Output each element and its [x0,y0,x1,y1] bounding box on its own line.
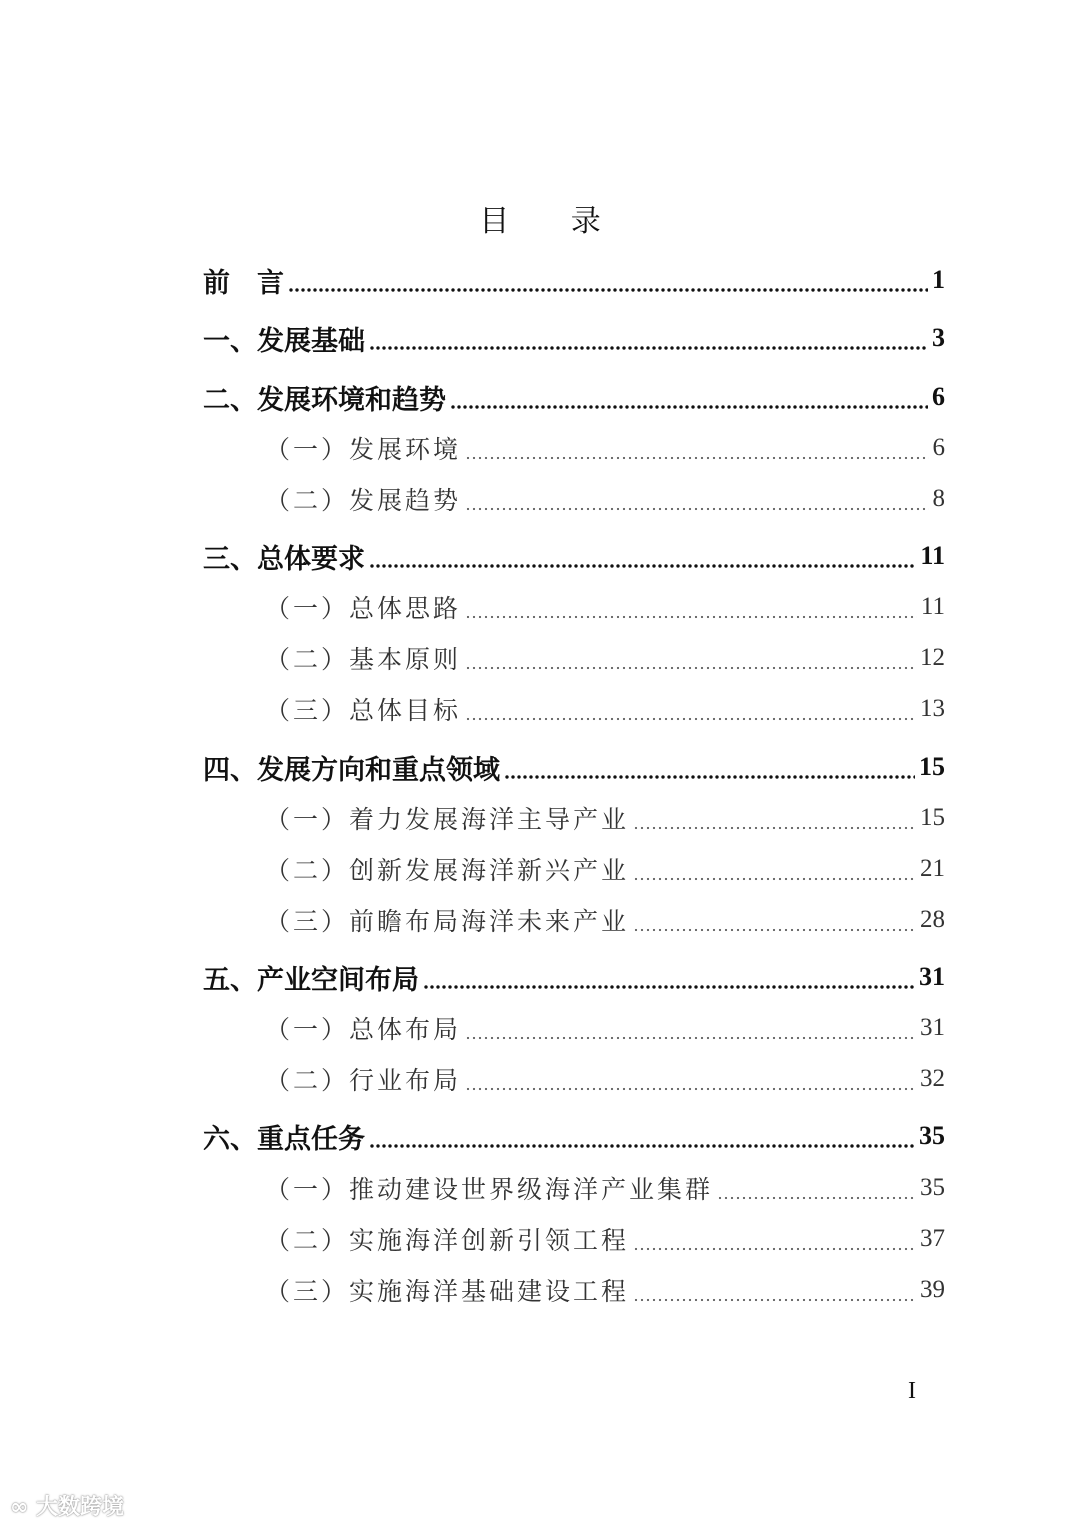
toc-entry-label: 三、总体要求 [203,543,365,575]
toc-entry-page: 13 [920,695,945,722]
dot-leader [717,1195,916,1201]
toc-entry-label: 一、发展基础 [203,325,365,357]
toc-entry[interactable] [265,1059,945,1099]
toc-entry-page: 28 [920,906,945,933]
dot-leader [369,345,928,351]
toc-entry-page: 35 [920,1174,945,1201]
dot-leader [465,506,928,512]
dot-leader [633,927,916,933]
toc-entry-page: 1 [932,265,945,294]
dot-leader [633,1297,916,1303]
toc-entry-page: 31 [919,962,945,991]
toc-entry-page: 15 [919,752,945,781]
dot-leader [633,1246,916,1252]
toc-entry-page: 21 [920,855,945,882]
dot-leader [465,665,916,671]
toc-entry[interactable] [265,1008,945,1048]
toc-entry[interactable] [265,1168,945,1208]
toc-entry[interactable] [265,587,945,627]
toc-entry-page: 3 [932,323,945,352]
page-number: I [908,1378,916,1404]
toc-entry[interactable] [265,1270,945,1310]
toc-entry-label: （一）发展环境 [265,435,462,464]
toc-entry-label: （二）创新发展海洋新兴产业 [265,856,630,885]
toc-entry-label: （一）总体思路 [265,594,462,623]
dot-leader [465,1035,916,1041]
toc-entry-label: （三）实施海洋基础建设工程 [265,1277,630,1306]
dot-leader [369,563,916,569]
toc-entry-label: 五、产业空间布局 [203,964,419,996]
dot-leader [504,774,915,780]
toc-entry[interactable] [265,900,945,940]
toc-entry[interactable] [265,479,945,519]
toc-entry-page: 8 [932,485,945,512]
dot-leader [465,614,917,620]
dot-leader [465,716,916,722]
toc-entry-label: （一）着力发展海洋主导产业 [265,805,630,834]
toc-entry-page: 39 [920,1276,945,1303]
toc-entry-label: （三）总体目标 [265,696,462,725]
toc-entry[interactable] [265,1219,945,1259]
toc-entry-page: 32 [920,1065,945,1092]
toc-entry-page: 37 [920,1225,945,1252]
toc-entry[interactable] [203,747,945,787]
toc-entry-page: 12 [920,644,945,671]
toc-entry-label: 二、发展环境和趋势 [203,384,446,416]
toc-entry-label: （一）推动建设世界级海洋产业集群 [265,1175,714,1204]
toc-entry-label: （二）行业布局 [265,1066,462,1095]
dot-leader [465,1086,916,1092]
toc-entry[interactable] [203,377,945,417]
toc-entry[interactable] [265,689,945,729]
dot-leader [288,287,928,293]
toc-entry-label: 前 言 [203,267,284,299]
toc-entry-label: 四、发展方向和重点领域 [203,754,500,786]
toc-entry-page: 35 [919,1121,945,1150]
toc-entry-label: （二）基本原则 [265,645,462,674]
toc-entry-label: （二）实施海洋创新引领工程 [265,1226,630,1255]
toc-entry-label: （二）发展趋势 [265,486,462,515]
dot-leader [369,1143,915,1149]
toc-entry[interactable] [265,798,945,838]
dot-leader [423,984,915,990]
dot-leader [450,404,928,410]
toc-title: 目 录 [479,204,627,239]
toc-entry[interactable] [203,318,945,358]
toc-entry-page: 11 [920,593,945,620]
watermark-text: 大数跨境 [36,1495,125,1520]
toc-entry-label: （一）总体布局 [265,1015,462,1044]
dot-leader [633,825,916,831]
toc-entry-page: 31 [920,1014,945,1041]
toc-entry-page: 6 [932,382,945,411]
toc-entry-label: 六、重点任务 [203,1123,365,1155]
toc-entry-page: 11 [920,541,945,570]
toc-entry[interactable] [203,1116,945,1156]
toc-entry[interactable] [203,260,945,300]
toc-entry[interactable] [265,428,945,468]
toc-entry-label: （三）前瞻布局海洋未来产业 [265,907,630,936]
toc-entry[interactable] [203,536,945,576]
dot-leader [465,455,928,461]
toc-entry[interactable] [265,849,945,889]
toc-entry[interactable] [265,638,945,678]
toc-entry-page: 15 [920,804,945,831]
toc-entry-page: 6 [932,434,945,461]
dot-leader [633,876,916,882]
toc-entry[interactable] [203,957,945,997]
watermark-logo: ∞ 大数跨境 [10,1495,125,1520]
